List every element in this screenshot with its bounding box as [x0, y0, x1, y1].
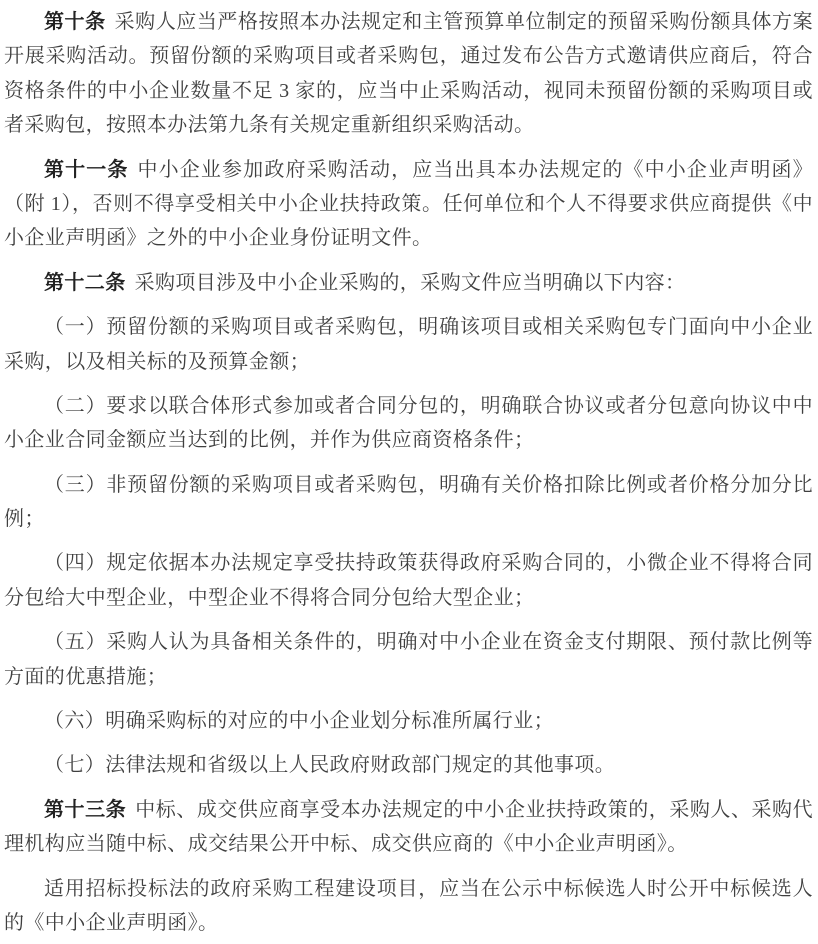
paragraph [4, 389, 813, 458]
paragraph-text: （七）法律法规和省级以上人民政府财政部门规定的其他事项。 [44, 754, 616, 777]
document-body [4, 5, 813, 940]
paragraph-text: （一）预留份额的采购项目或者采购包，明确该项目或相关采购包专门面向中小企业采购，以及相关标的及预算金额； [4, 316, 813, 373]
paragraph-text: 中标、成交供应商享受本办法规定的中小企业扶持政策的，采购人、采购代理机构应当随中标、成交结果公开中标、成交供应商的《中小企业声明函》。 [4, 798, 813, 856]
paragraph [4, 793, 813, 862]
paragraph-text: 采购项目涉及中小企业采购的，采购文件应当明确以下内容： [134, 271, 686, 294]
paragraph-text: （三）非预留份额的采购项目或者采购包，明确有关价格扣除比例或者价格分加分比例； [4, 473, 813, 531]
paragraph-text: 适用招标投标法的政府采购工程建设项目，应当在公示中标候选人时公开中标候选人的《中小企业声明函》。 [4, 877, 813, 934]
paragraph [4, 266, 813, 300]
paragraph-text: （六）明确采购标的对应的中小企业划分标准所属行业； [44, 710, 554, 733]
paragraph-text: （四）规定依据本办法规定享受扶持政策获得政府采购合同的，小微企业不得将合同分包给大中型企业，中型企业不得将合同分包给大型企业； [4, 552, 813, 609]
article-number: 第十二条 [44, 271, 126, 294]
paragraph [4, 748, 813, 782]
paragraph [4, 546, 813, 615]
paragraph [4, 5, 813, 143]
paragraph [4, 625, 813, 694]
paragraph [4, 704, 813, 738]
paragraph-text: （二）要求以联合体形式参加或者合同分包的，明确联合协议或者分包意向协议中中小企业合同金额应当达到的比例，并作为供应商资格条件； [4, 394, 813, 452]
paragraph [4, 872, 813, 941]
paragraph-text: 中小企业参加政府采购活动，应当出具本办法规定的《中小企业声明函》（附 1），否则不得享受相关中小企业扶持政策。任何单位和个人不得要求供应商提供《中小企业声明函》之外的中小企业身份证明文件。 [4, 158, 813, 250]
article-number: 第十条 [44, 11, 106, 33]
paragraph [4, 468, 813, 537]
paragraph [4, 310, 813, 379]
paragraph-text: （五）采购人认为具备相关条件的，明确对中小企业在资金支付期限、预付款比例等方面的优惠措施； [4, 631, 813, 688]
paragraph [4, 153, 813, 256]
article-number: 第十三条 [44, 798, 127, 821]
article-number: 第十一条 [44, 158, 129, 181]
paragraph-text: 采购人应当严格按照本办法规定和主管预算单位制定的预留采购份额具体方案开展采购活动。预留份额的采购项目或者采购包，通过发布公告方式邀请供应商后，符合资格条件的中小企业数量不足 3 家的，应当中止采购活动，视同未预留份额的采购项目或者采购包，按照本办法第九条有关规定重新组织采购活动。 [4, 11, 813, 137]
